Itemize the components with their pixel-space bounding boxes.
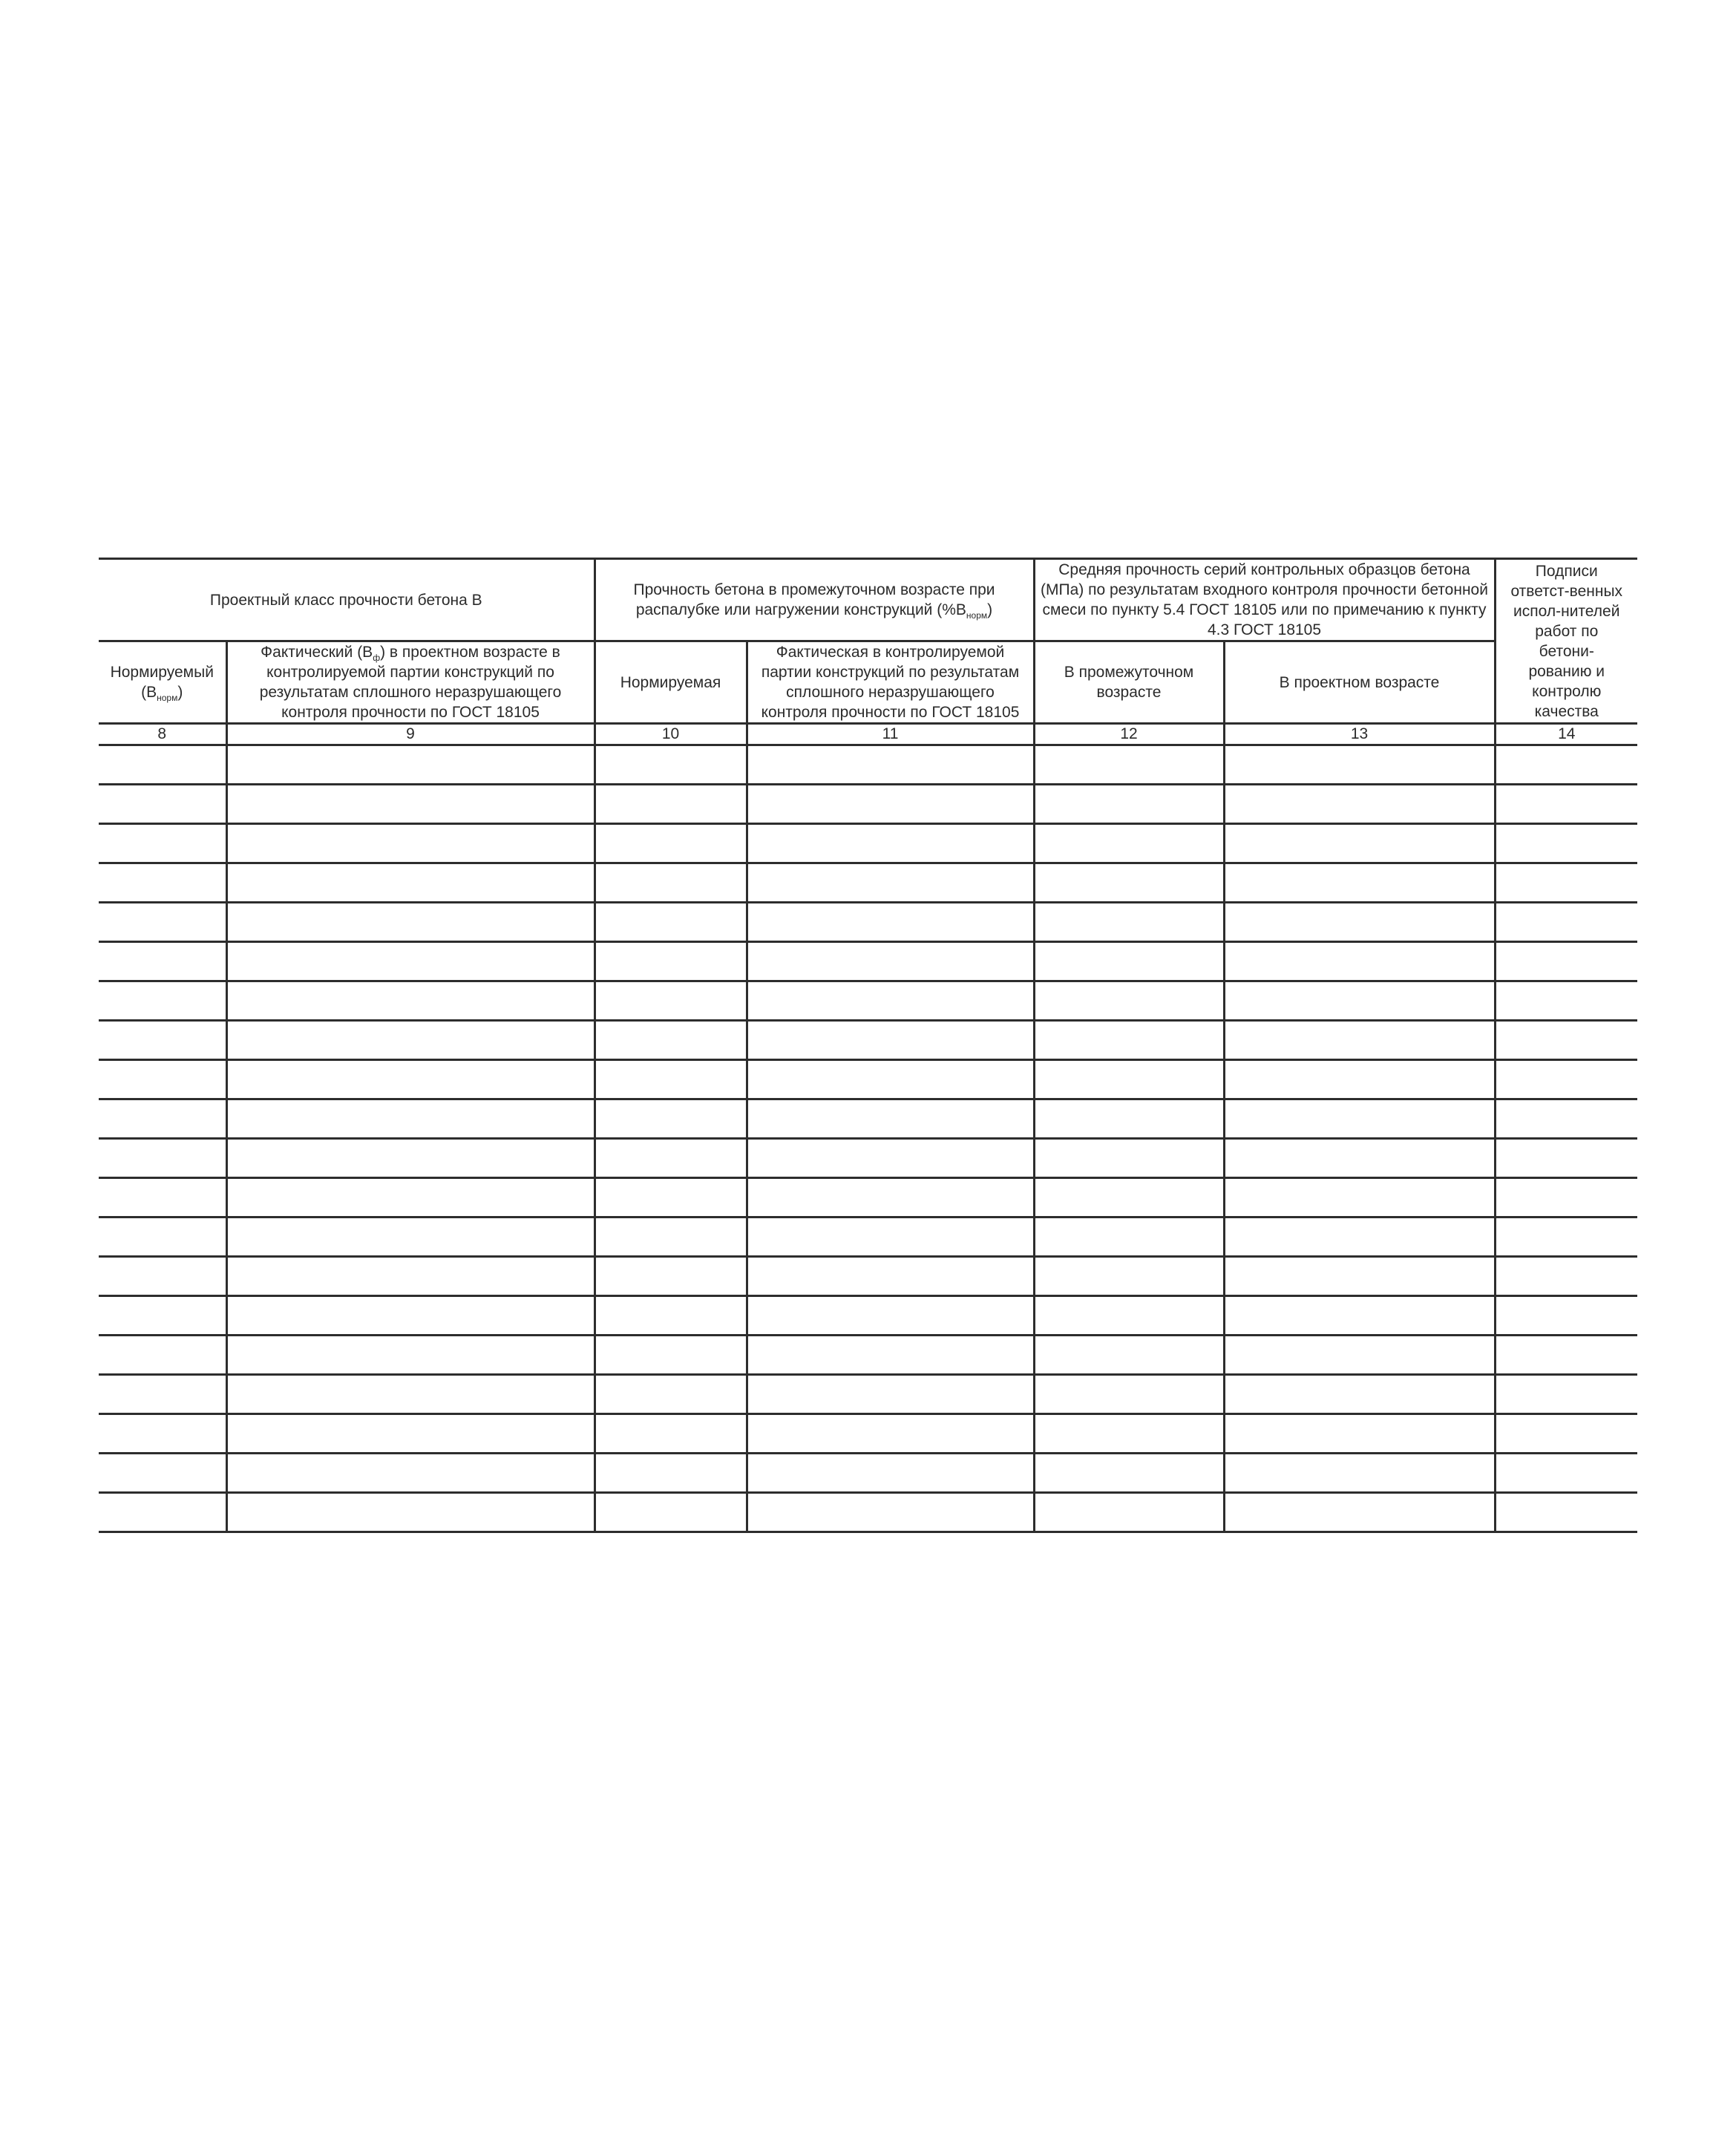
table-row: [99, 1060, 1637, 1099]
column-number-row: [99, 724, 1637, 745]
cell-col-9[interactable]: [226, 1257, 595, 1296]
header-actual: [226, 641, 595, 724]
table-row: [99, 824, 1637, 863]
cell-col-11[interactable]: [747, 1336, 1034, 1375]
cell-col-11[interactable]: [747, 1021, 1034, 1060]
cell-col-9[interactable]: [226, 1139, 595, 1178]
cell-col-13[interactable]: [1224, 745, 1495, 785]
cell-col-9[interactable]: [226, 745, 595, 785]
cell-col-11[interactable]: [747, 1099, 1034, 1139]
cell-col-8[interactable]: [99, 1454, 226, 1493]
subscript-norm: норм: [966, 610, 988, 621]
cell-col-10[interactable]: [595, 824, 747, 863]
column-number: 8: [99, 724, 226, 745]
subscript-norm: норм: [157, 693, 178, 703]
cell-col-13[interactable]: [1224, 1257, 1495, 1296]
cell-col-10[interactable]: [595, 785, 747, 824]
cell-col-8[interactable]: [99, 1375, 226, 1414]
column-number: 12: [1034, 724, 1224, 745]
cell-col-14[interactable]: [1495, 1336, 1637, 1375]
cell-col-12[interactable]: [1034, 1139, 1224, 1178]
cell-col-9[interactable]: [226, 1060, 595, 1099]
table-row: [99, 1218, 1637, 1257]
cell-col-12[interactable]: [1034, 1336, 1224, 1375]
table-row: [99, 1099, 1637, 1139]
cell-col-10[interactable]: [595, 1099, 747, 1139]
cell-col-11[interactable]: [747, 1493, 1034, 1532]
header-intermediate-strength: [595, 559, 1034, 641]
cell-col-8[interactable]: [99, 903, 226, 942]
table-row: [99, 785, 1637, 824]
cell-col-12[interactable]: [1034, 1178, 1224, 1218]
cell-col-14[interactable]: [1495, 981, 1637, 1021]
cell-col-13[interactable]: [1224, 1099, 1495, 1139]
cell-col-13[interactable]: [1224, 1375, 1495, 1414]
header-normative: [99, 641, 226, 724]
cell-col-11[interactable]: [747, 1257, 1034, 1296]
cell-col-14[interactable]: [1495, 745, 1637, 785]
header-intermediate-strength-text: Прочность бетона в промежуточном возрасте при распалубке или нагружении конструкций (%В: [633, 581, 995, 618]
cell-col-8[interactable]: [99, 1414, 226, 1454]
cell-col-10[interactable]: [595, 942, 747, 981]
header-normative-text: Нормируемый (В: [110, 664, 214, 701]
cell-col-14[interactable]: [1495, 1099, 1637, 1139]
table-row: [99, 1493, 1637, 1532]
cell-col-8[interactable]: [99, 1178, 226, 1218]
cell-col-11[interactable]: [747, 981, 1034, 1021]
cell-col-9[interactable]: [226, 1296, 595, 1336]
cell-col-9[interactable]: [226, 1493, 595, 1532]
column-number: 11: [747, 724, 1034, 745]
cell-col-12[interactable]: [1034, 1060, 1224, 1099]
cell-col-13[interactable]: [1224, 1139, 1495, 1178]
cell-col-8[interactable]: [99, 1060, 226, 1099]
table-row: [99, 745, 1637, 785]
cell-col-10[interactable]: [595, 1178, 747, 1218]
cell-col-14[interactable]: [1495, 785, 1637, 824]
cell-col-8[interactable]: [99, 1336, 226, 1375]
cell-col-9[interactable]: [226, 1178, 595, 1218]
table-row: [99, 1414, 1637, 1454]
cell-col-11[interactable]: [747, 1178, 1034, 1218]
cell-col-9[interactable]: [226, 824, 595, 863]
cell-col-8[interactable]: [99, 824, 226, 863]
table-row: [99, 981, 1637, 1021]
cell-col-12[interactable]: [1034, 1375, 1224, 1414]
cell-col-13[interactable]: [1224, 1336, 1495, 1375]
cell-col-14[interactable]: [1495, 1218, 1637, 1257]
cell-col-11[interactable]: [747, 863, 1034, 903]
cell-col-10[interactable]: [595, 1257, 747, 1296]
cell-col-13[interactable]: [1224, 1060, 1495, 1099]
table-row: [99, 1336, 1637, 1375]
cell-col-12[interactable]: [1034, 1021, 1224, 1060]
table-row: [99, 903, 1637, 942]
cell-col-13[interactable]: [1224, 981, 1495, 1021]
header-actual-prefix: Фактический (В: [261, 644, 373, 661]
cell-col-9[interactable]: [226, 785, 595, 824]
cell-col-8[interactable]: [99, 1099, 226, 1139]
cell-col-12[interactable]: [1034, 1257, 1224, 1296]
cell-col-14[interactable]: [1495, 1060, 1637, 1099]
header-actual-text: ) в проектном возрасте в контролируемой партии конструкций по результатам сплошного неразрушающего контроля прочности по ГОСТ 18105: [259, 644, 562, 721]
cell-col-12[interactable]: [1034, 942, 1224, 981]
cell-col-12[interactable]: [1034, 1493, 1224, 1532]
cell-col-13[interactable]: [1224, 824, 1495, 863]
cell-col-10[interactable]: [595, 1296, 747, 1336]
cell-col-11[interactable]: [747, 1375, 1034, 1414]
cell-col-8[interactable]: [99, 1021, 226, 1060]
cell-col-11[interactable]: [747, 1060, 1034, 1099]
cell-col-8[interactable]: [99, 745, 226, 785]
cell-col-9[interactable]: [226, 903, 595, 942]
cell-col-13[interactable]: [1224, 1454, 1495, 1493]
paren-close: ): [987, 601, 993, 618]
table-row: [99, 942, 1637, 981]
cell-col-10[interactable]: [595, 1375, 747, 1414]
cell-col-11[interactable]: [747, 942, 1034, 981]
table-row: [99, 1178, 1637, 1218]
cell-col-12[interactable]: [1034, 745, 1224, 785]
table-row: [99, 863, 1637, 903]
cell-col-9[interactable]: [226, 1099, 595, 1139]
table-row: [99, 1454, 1637, 1493]
cell-col-11[interactable]: [747, 745, 1034, 785]
cell-col-11[interactable]: [747, 1454, 1034, 1493]
cell-col-12[interactable]: [1034, 1296, 1224, 1336]
cell-col-14[interactable]: [1495, 1296, 1637, 1336]
cell-col-12[interactable]: [1034, 1099, 1224, 1139]
cell-col-10[interactable]: [595, 1336, 747, 1375]
cell-col-9[interactable]: [226, 1414, 595, 1454]
cell-col-14[interactable]: [1495, 942, 1637, 981]
cell-col-14[interactable]: [1495, 1021, 1637, 1060]
cell-col-14[interactable]: [1495, 1493, 1637, 1532]
cell-col-14[interactable]: [1495, 903, 1637, 942]
header-row-subcolumns: [99, 641, 1637, 724]
cell-col-9[interactable]: [226, 863, 595, 903]
cell-col-10[interactable]: [595, 1139, 747, 1178]
header-design-class: Проектный класс прочности бетона В: [99, 559, 595, 641]
cell-col-11[interactable]: [747, 1414, 1034, 1454]
cell-col-8[interactable]: [99, 1296, 226, 1336]
cell-col-8[interactable]: [99, 1493, 226, 1532]
cell-col-12[interactable]: [1034, 981, 1224, 1021]
cell-col-13[interactable]: [1224, 1218, 1495, 1257]
header-row-groups: [99, 559, 1637, 641]
cell-col-13[interactable]: [1224, 942, 1495, 981]
cell-col-11[interactable]: [747, 1218, 1034, 1257]
cell-col-9[interactable]: [226, 942, 595, 981]
cell-col-14[interactable]: [1495, 1454, 1637, 1493]
cell-col-8[interactable]: [99, 942, 226, 981]
cell-col-12[interactable]: [1034, 1454, 1224, 1493]
cell-col-12[interactable]: [1034, 903, 1224, 942]
table-row: [99, 1021, 1637, 1060]
cell-col-10[interactable]: [595, 1493, 747, 1532]
cell-col-10[interactable]: [595, 903, 747, 942]
cell-col-13[interactable]: [1224, 1021, 1495, 1060]
cell-col-10[interactable]: [595, 1218, 747, 1257]
cell-col-14[interactable]: [1495, 863, 1637, 903]
cell-col-11[interactable]: [747, 1296, 1034, 1336]
header-at-design-age: В проектном возрасте: [1224, 641, 1495, 724]
cell-col-8[interactable]: [99, 1218, 226, 1257]
cell-col-10[interactable]: [595, 981, 747, 1021]
table-row: [99, 1296, 1637, 1336]
cell-col-14[interactable]: [1495, 1139, 1637, 1178]
cell-col-14[interactable]: [1495, 1257, 1637, 1296]
cell-col-11[interactable]: [747, 824, 1034, 863]
cell-col-11[interactable]: [747, 785, 1034, 824]
cell-col-10[interactable]: [595, 1454, 747, 1493]
header-average-strength: Средняя прочность серий контрольных образцов бетона (МПа) по результатам входного контроля прочности бетонной смеси по пункту 5.4 ГОСТ 18105 или по примечанию к пункту 4.3 ГОСТ 18105: [1034, 559, 1495, 641]
cell-col-13[interactable]: [1224, 863, 1495, 903]
cell-col-12[interactable]: [1034, 824, 1224, 863]
cell-col-14[interactable]: [1495, 1178, 1637, 1218]
cell-col-14[interactable]: [1495, 824, 1637, 863]
column-number: 9: [226, 724, 595, 745]
cell-col-12[interactable]: [1034, 1218, 1224, 1257]
cell-col-9[interactable]: [226, 1454, 595, 1493]
cell-col-10[interactable]: [595, 1021, 747, 1060]
cell-col-10[interactable]: [595, 1414, 747, 1454]
cell-col-13[interactable]: [1224, 1296, 1495, 1336]
header-actual-intermediate: Фактическая в контролируемой партии конструкций по результатам сплошного неразрушающего контроля прочности по ГОСТ 18105: [747, 641, 1034, 724]
cell-col-11[interactable]: [747, 1139, 1034, 1178]
cell-col-12[interactable]: [1034, 863, 1224, 903]
table-row: [99, 1375, 1637, 1414]
cell-col-10[interactable]: [595, 1060, 747, 1099]
cell-col-9[interactable]: [226, 1218, 595, 1257]
cell-col-12[interactable]: [1034, 785, 1224, 824]
cell-col-8[interactable]: [99, 1139, 226, 1178]
column-number: 13: [1224, 724, 1495, 745]
cell-col-12[interactable]: [1034, 1414, 1224, 1454]
column-number: 10: [595, 724, 747, 745]
cell-col-8[interactable]: [99, 863, 226, 903]
table-row: [99, 1139, 1637, 1178]
cell-col-13[interactable]: [1224, 1178, 1495, 1218]
subscript-f: ф: [373, 653, 381, 663]
cell-col-10[interactable]: [595, 863, 747, 903]
cell-col-8[interactable]: [99, 785, 226, 824]
cell-col-13[interactable]: [1224, 785, 1495, 824]
table-row: [99, 1257, 1637, 1296]
cell-col-9[interactable]: [226, 981, 595, 1021]
cell-col-14[interactable]: [1495, 1414, 1637, 1454]
cell-col-9[interactable]: [226, 1375, 595, 1414]
cell-col-9[interactable]: [226, 1336, 595, 1375]
cell-col-9[interactable]: [226, 1021, 595, 1060]
cell-col-10[interactable]: [595, 745, 747, 785]
cell-col-13[interactable]: [1224, 1414, 1495, 1454]
header-normative-intermediate: Нормируемая: [595, 641, 747, 724]
cell-col-8[interactable]: [99, 1257, 226, 1296]
concrete-strength-journal-table: [99, 558, 1637, 1533]
header-signatures: Подписи ответст-венных испол-нителей работ по бетони-рованию и контролю качества: [1495, 559, 1637, 724]
header-at-intermediate-age: В промежуточном возрасте: [1034, 641, 1224, 724]
cell-col-13[interactable]: [1224, 1493, 1495, 1532]
cell-col-11[interactable]: [747, 903, 1034, 942]
cell-col-14[interactable]: [1495, 1375, 1637, 1414]
column-number: 14: [1495, 724, 1637, 745]
cell-col-8[interactable]: [99, 981, 226, 1021]
paren-close: ): [177, 684, 183, 701]
cell-col-13[interactable]: [1224, 903, 1495, 942]
